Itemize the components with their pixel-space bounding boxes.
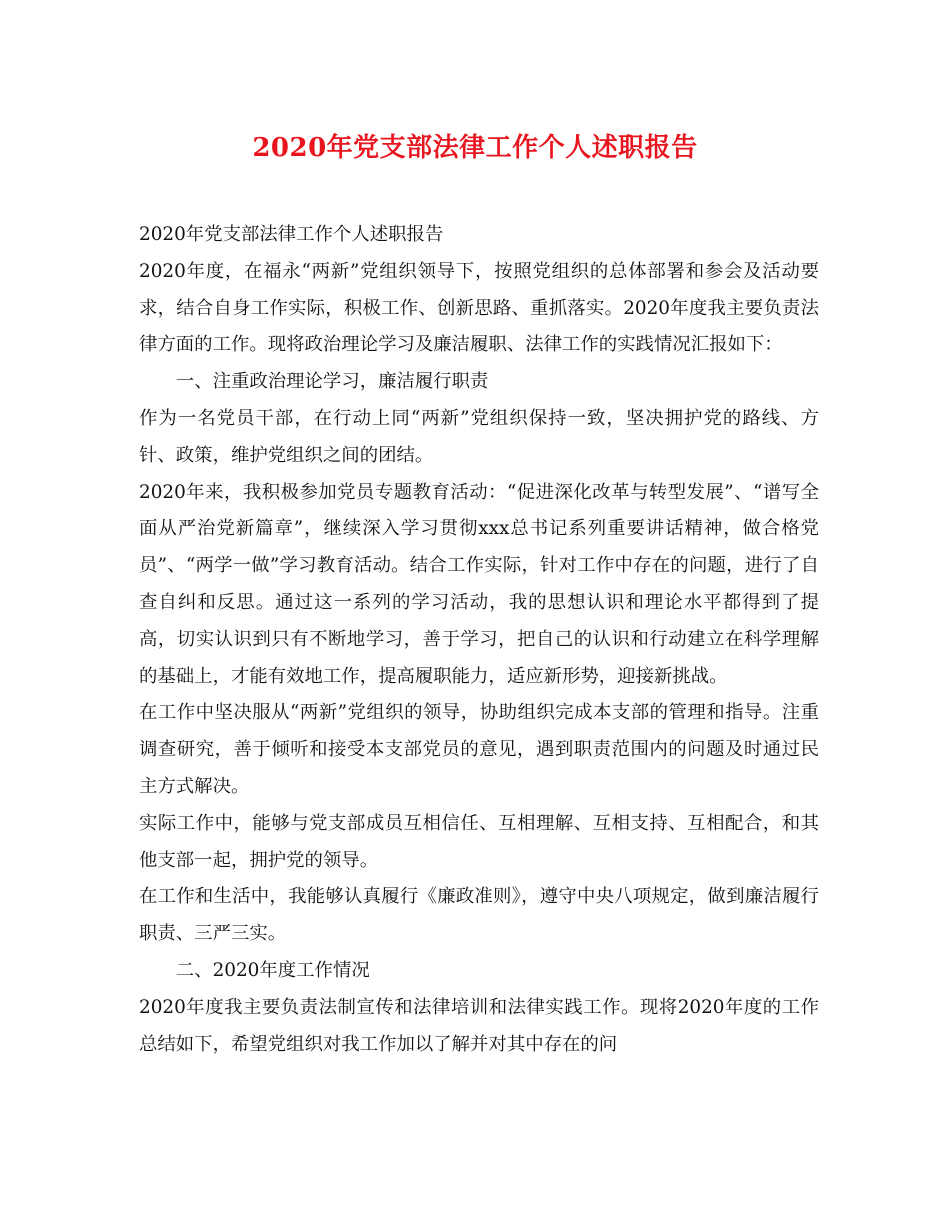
body-paragraph: 在工作和生活中，我能够认真履行《廉政准则》，遵守中央八项规定，做到廉洁履行职责、三严三实。 <box>139 886 819 945</box>
document-body <box>139 217 819 1063</box>
body-paragraph: 作为一名党员干部，在行动上同“两新”党组织保持一致，坚决拥护党的路线、方针、政策，维护党组织之间的团结。 <box>139 407 819 466</box>
body-paragraph: 实际工作中，能够与党支部成员互相信任、互相理解、互相支持、互相配合，和其他支部一起，拥护党的领导。 <box>139 812 819 871</box>
body-paragraph: 在工作中坚决服从“两新”党组织的领导，协助组织完成本支部的管理和指导。注重调查研究，善于倾听和接受本支部党员的意见，遇到职责范围内的问题及时通过民主方式解决。 <box>139 702 819 797</box>
section-heading-1: 一、注重政治理论学习，廉洁履行职责 <box>175 371 489 393</box>
body-paragraph-subtitle: 2020年党支部法律工作个人述职报告 <box>139 224 444 245</box>
body-paragraph-intro: 2020年度，在福永“两新”党组织领导下，按照党组织的总体部署和参会及活动要求，结合自身工作实际，积极工作、创新思路、重抓落实。2020年度我主要负责法律方面的工作。现将政治理论学习及廉洁履职、法律工作的实践情况汇报如下： <box>139 260 819 356</box>
document-title: 2020年党支部法律工作个人述职报告 <box>252 133 698 163</box>
body-paragraph: 2020年度我主要负责法制宣传和法律培训和法律实践工作。现将2020年度的工作总结如下，希望党组织对我工作加以了解并对其中存在的问 <box>139 996 819 1055</box>
body-paragraph: 2020年来，我积极参加党员专题教育活动：“促进深化改革与转型发展”、“谱写全面从严治党新篇章”，继续深入学习贯彻xxx总书记系列重要讲话精神，做合格党员”、“两学一做”学习教育活动。结合工作实际，针对工作中存在的问题，进行了自查自纠和反思。通过这一系列的学习活动，我的思想认识和理论水平都得到了提高，切实认识到只有不断地学习，善于学习，把自己的认识和行动建立在科学理解的基础上，才能有效地工作，提高履职能力，适应新形势，迎接新挑战。 <box>139 481 819 687</box>
section-heading-2: 二、2020年度工作情况 <box>175 959 370 981</box>
